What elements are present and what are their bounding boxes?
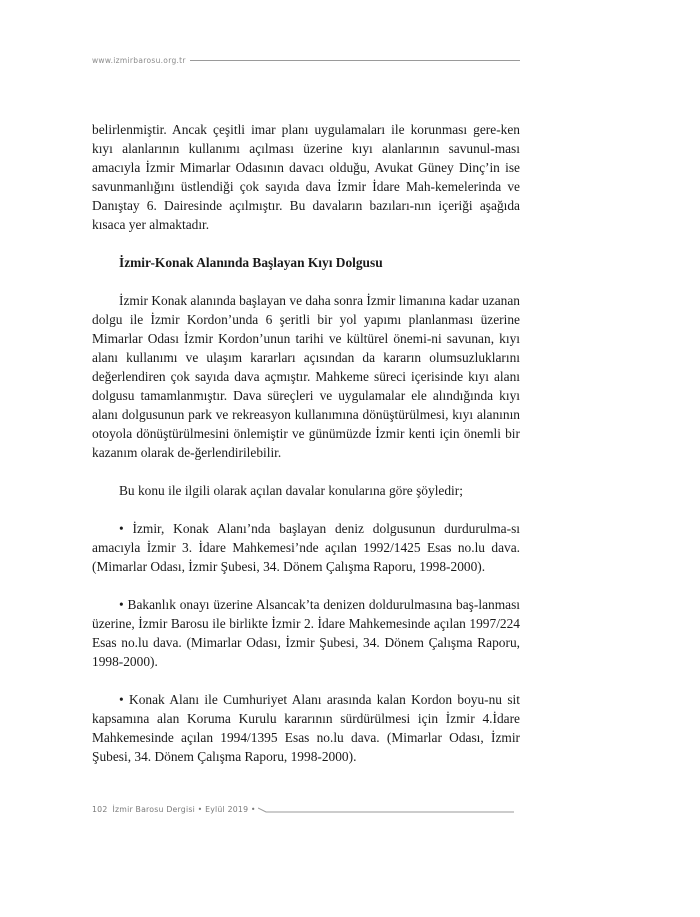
footer-rule-graphic: [258, 803, 518, 815]
footer-rule: [258, 803, 520, 815]
paragraph-konak: İzmir Konak alanında başlayan ve daha sonra İzmir limanına kadar uzanan dolgu ile İzmir Kordon’unda 6 şeritli bir yol yapımı planlanması üzerine Mimarlar Odası İzmir Kordon’unun tarihi ve kültürel önemi-ni savunan, kıyı alanı kullanımı ve ulaşım kararları açısından da kararın olumsuzluklarını değerlendiren çok sayıda dava açmıştır. Mahkeme süreci içerisinde kıyı alanı dolgusu tamamlanmıştır. Dava süreçleri ve uygulamalar ele alındığında kıyı alanı dolgusunun park ve rekreasyon kullanımına dönüştürülmesi, kıyı alanının otoyola dönüştürülmesini önlemiştir ve günümüzde İzmir kenti için önemli bir kazanım olarak de-ğerlendirilebilir.: [92, 293, 520, 460]
page-header: [92, 53, 520, 67]
bullet-case-1: • İzmir, Konak Alanı’nda başlayan deniz dolgusunun durdurulma-sı amacıyla İzmir 3. İdare Mahkemesi’nde açılan 1992/1425 Esas no.lu dava. (Mimarlar Odası, İzmir Şubesi, 34. Dönem Çalışma Raporu, 1998-2000).: [92, 521, 520, 574]
header-rule: [190, 60, 520, 61]
section-heading: İzmir-Konak Alanında Başlayan Kıyı Dolgusu: [119, 255, 383, 270]
page-footer: [92, 803, 520, 815]
page-number: 102: [92, 804, 108, 814]
journal-title: İzmir Barosu Dergisi • Eylül 2019 •: [112, 804, 256, 814]
header-url: www.izmirbarosu.org.tr: [92, 55, 186, 65]
article-body: [92, 120, 520, 766]
paragraph-cases-intro: Bu konu ile ilgili olarak açılan davalar konularına göre şöyledir;: [119, 483, 463, 498]
bullet-case-3: • Konak Alanı ile Cumhuriyet Alanı arasında kalan Kordon boyu-nu sit kapsamına alan Koruma Kurulu kararının sürdürülmesi için İzmir 4.İdare Mahkemesinde açılan 1994/1395 Esas no.lu dava. (Mimarlar Odası, İzmir Şubesi, 34. Dönem Çalışma Raporu, 1998-2000).: [92, 692, 520, 764]
bullet-case-2: • Bakanlık onayı üzerine Alsancak’ta denizen doldurulmasına baş-lanması üzerine, İzmir Barosu ile birlikte İzmir 2. İdare Mahkemesinde açılan 1997/224 Esas no.lu dava. (Mimarlar Odası, İzmir Şubesi, 34. Dönem Çalışma Raporu, 1998-2000).: [92, 597, 520, 669]
paragraph-intro: belirlenmiştir. Ancak çeşitli imar planı uygulamaları ile korunması gere-ken kıyı alanlarının kullanımı açılması üzerine kıyı alanlarının savunul-ması amacıyla İzmir Mimarlar Odasının davacı olduğu, Avukat Güney Dinç’in ise savunmanlığını üstlendiği çok sayıda dava İzmir İdare Mah-kemelerinda ve Danıştay 6. Dairesinde açılmıştır. Bu davaların bazıları-nın içeriği aşağıda kısaca yer almaktadır.: [92, 122, 520, 232]
